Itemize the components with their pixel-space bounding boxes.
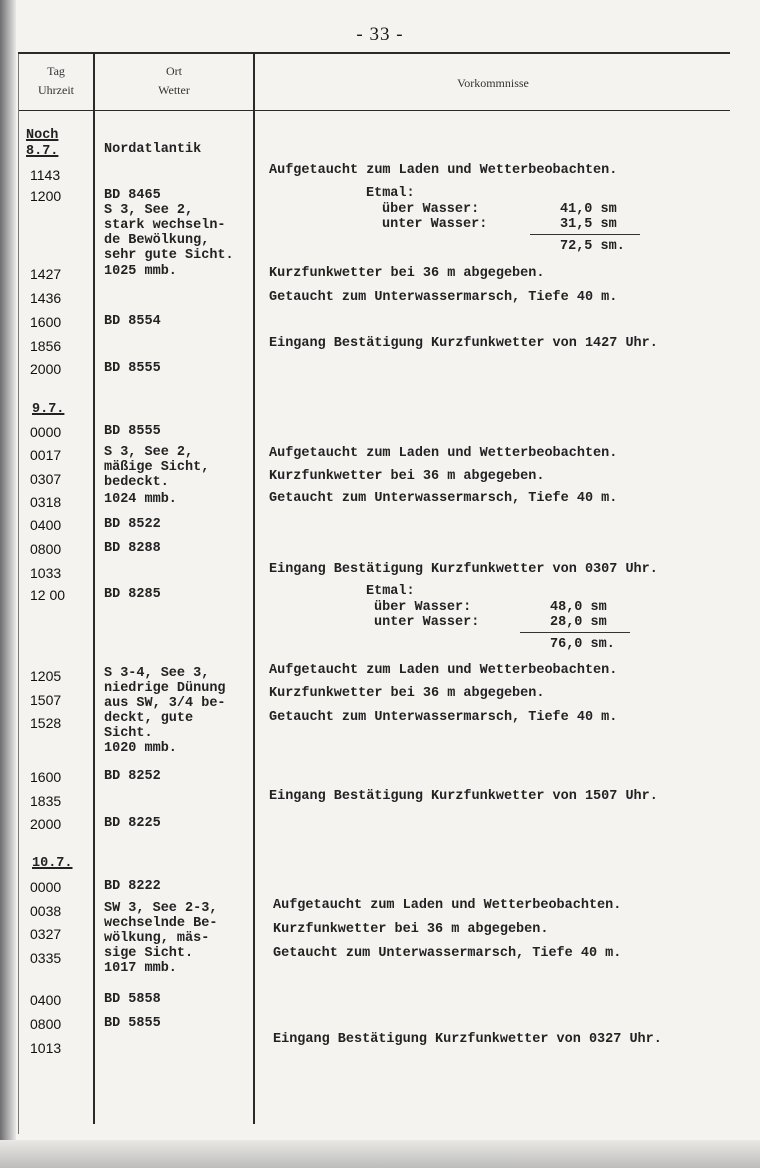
time-entry: 1436 <box>30 290 62 306</box>
time-entry: 1856 <box>30 338 62 354</box>
weather-line: mäßige Sicht, <box>104 460 210 475</box>
etmal-value: 31,5 sm <box>560 217 617 232</box>
table-left-rule <box>18 54 19 1134</box>
date-label: 9.7. <box>32 402 65 417</box>
weather-line: stark wechseln- <box>104 218 226 233</box>
event-entry: Aufgetaucht zum Laden und Wetterbeobachten. <box>269 163 618 178</box>
event-entry: Aufgetaucht zum Laden und Wetterbeobachten. <box>269 446 618 461</box>
weather-line: BD 8288 <box>104 541 161 556</box>
date-label: Noch <box>26 128 59 143</box>
time-entry: 1600 <box>30 314 62 330</box>
weather-line: sige Sicht. <box>104 946 194 961</box>
weather-line: BD 8555 <box>104 361 161 376</box>
table-top-rule <box>18 52 730 54</box>
time-entry: 2000 <box>30 816 62 832</box>
time-entry: 0400 <box>30 992 62 1008</box>
weather-line: BD 8225 <box>104 816 161 831</box>
event-entry: Getaucht zum Unterwassermarsch, Tiefe 40 m. <box>269 491 618 506</box>
weather-line: SW 3, See 2-3, <box>104 901 218 916</box>
etmal-title: Etmal: <box>366 186 415 201</box>
column-divider-2 <box>253 54 255 1124</box>
time-entry: 0335 <box>30 950 62 966</box>
time-entry: 1507 <box>30 692 62 708</box>
event-entry: Kurzfunkwetter bei 36 m abgegeben. <box>269 266 545 281</box>
header-place-weather <box>96 62 252 100</box>
event-entry: Eingang Bestätigung Kurzfunkwetter von 0327 Uhr. <box>273 1032 662 1047</box>
weather-line: BD 5855 <box>104 1016 161 1031</box>
weather-line: wölkung, mäs- <box>104 931 210 946</box>
time-entry: 1600 <box>30 769 62 785</box>
event-entry: Getaucht zum Unterwassermarsch, Tiefe 40 m. <box>273 946 622 961</box>
etmal-value: 48,0 sm <box>550 600 607 615</box>
time-entry: 1143 <box>30 167 61 183</box>
etmal-label: unter Wasser: <box>382 217 488 232</box>
weather-line: BD 8285 <box>104 587 161 602</box>
time-entry: 0017 <box>30 447 62 463</box>
time-entry: 1033 <box>30 565 62 581</box>
etmal-total: 76,0 sm. <box>550 637 615 652</box>
weather-line: BD 5858 <box>104 992 161 1007</box>
event-entry: Kurzfunkwetter bei 36 m abgegeben. <box>269 469 545 484</box>
event-entry: Kurzfunkwetter bei 36 m abgegeben. <box>273 922 549 937</box>
time-entry: 1200 <box>30 188 62 204</box>
weather-line: S 3, See 2, <box>104 203 194 218</box>
time-entry: 1528 <box>30 715 62 731</box>
weather-line: S 3-4, See 3, <box>104 666 210 681</box>
time-entry: 0038 <box>30 903 62 919</box>
event-entry: Aufgetaucht zum Laden und Wetterbeobachten. <box>273 898 622 913</box>
header-time: Uhrzeit <box>38 83 74 97</box>
etmal-label: über Wasser: <box>382 202 480 217</box>
weather-line: S 3, See 2, <box>104 445 194 460</box>
time-entry: 0800 <box>30 1016 62 1032</box>
etmal-value: 41,0 sm <box>560 202 617 217</box>
header-weather: Wetter <box>158 83 190 97</box>
event-entry: Eingang Bestätigung Kurzfunkwetter von 0307 Uhr. <box>269 562 658 577</box>
time-entry: 0400 <box>30 517 62 533</box>
weather-line: sehr gute Sicht. <box>104 248 234 263</box>
etmal-sum-rule <box>530 234 640 235</box>
weather-line: Sicht. <box>104 726 153 741</box>
date-label: 10.7. <box>32 856 73 871</box>
page-number: - 33 - <box>356 24 404 45</box>
weather-line: BD 8554 <box>104 314 161 329</box>
time-entry: 1835 <box>30 793 62 809</box>
event-entry: Aufgetaucht zum Laden und Wetterbeobachten. <box>269 663 618 678</box>
weather-line: deckt, gute <box>104 711 194 726</box>
weather-line: 1020 mmb. <box>104 741 177 756</box>
header-bottom-rule <box>18 110 730 111</box>
etmal-sum-rule <box>520 632 630 633</box>
event-entry: Getaucht zum Unterwassermarsch, Tiefe 40 m. <box>269 290 618 305</box>
weather-line: bedeckt. <box>104 475 169 490</box>
header-place: Ort <box>166 64 182 78</box>
event-entry: Kurzfunkwetter bei 36 m abgegeben. <box>269 686 545 701</box>
event-entry: Getaucht zum Unterwassermarsch, Tiefe 40 m. <box>269 710 618 725</box>
etmal-title: Etmal: <box>366 584 415 599</box>
time-entry: 0327 <box>30 926 62 942</box>
header-events: Vorkommnisse <box>457 76 529 90</box>
event-entry: Eingang Bestätigung Kurzfunkwetter von 1427 Uhr. <box>269 336 658 351</box>
weather-line: BD 8465 <box>104 188 161 203</box>
column-divider-1 <box>93 54 95 1124</box>
weather-line: niedrige Dünung <box>104 681 226 696</box>
weather-line: BD 8252 <box>104 769 161 784</box>
time-entry: 12 00 <box>30 587 66 603</box>
time-entry: 2000 <box>30 361 62 377</box>
time-entry: 0000 <box>30 879 62 895</box>
weather-line: BD 8555 <box>104 424 161 439</box>
weather-line: wechselnde Be- <box>104 916 218 931</box>
event-entry: Eingang Bestätigung Kurzfunkwetter von 1507 Uhr. <box>269 789 658 804</box>
weather-line: de Bewölkung, <box>104 233 210 248</box>
weather-line: aus SW, 3/4 be- <box>104 696 226 711</box>
time-entry: 0307 <box>30 471 62 487</box>
time-entry: 0000 <box>30 424 62 440</box>
page-edge-shadow <box>0 0 16 1168</box>
date-label: 8.7. <box>26 144 59 159</box>
time-entry: 0318 <box>30 494 62 510</box>
location-text: Nordatlantik <box>104 142 202 157</box>
time-entry: 1427 <box>30 266 62 282</box>
weather-line: 1024 mmb. <box>104 492 177 507</box>
etmal-label: unter Wasser: <box>374 615 480 630</box>
weather-line: BD 8222 <box>104 879 161 894</box>
weather-line: 1025 mmb. <box>104 264 177 279</box>
header-day: Tag <box>47 64 65 78</box>
etmal-label: über Wasser: <box>374 600 472 615</box>
etmal-total: 72,5 sm. <box>560 239 625 254</box>
etmal-value: 28,0 sm <box>550 615 607 630</box>
time-entry: 0800 <box>30 541 62 557</box>
header-day-time <box>20 62 92 100</box>
weather-line: BD 8522 <box>104 517 161 532</box>
weather-line: 1017 mmb. <box>104 961 177 976</box>
time-entry: 1013 <box>30 1040 62 1056</box>
time-entry: 1205 <box>30 668 62 684</box>
page-bottom-shadow <box>0 1140 760 1168</box>
